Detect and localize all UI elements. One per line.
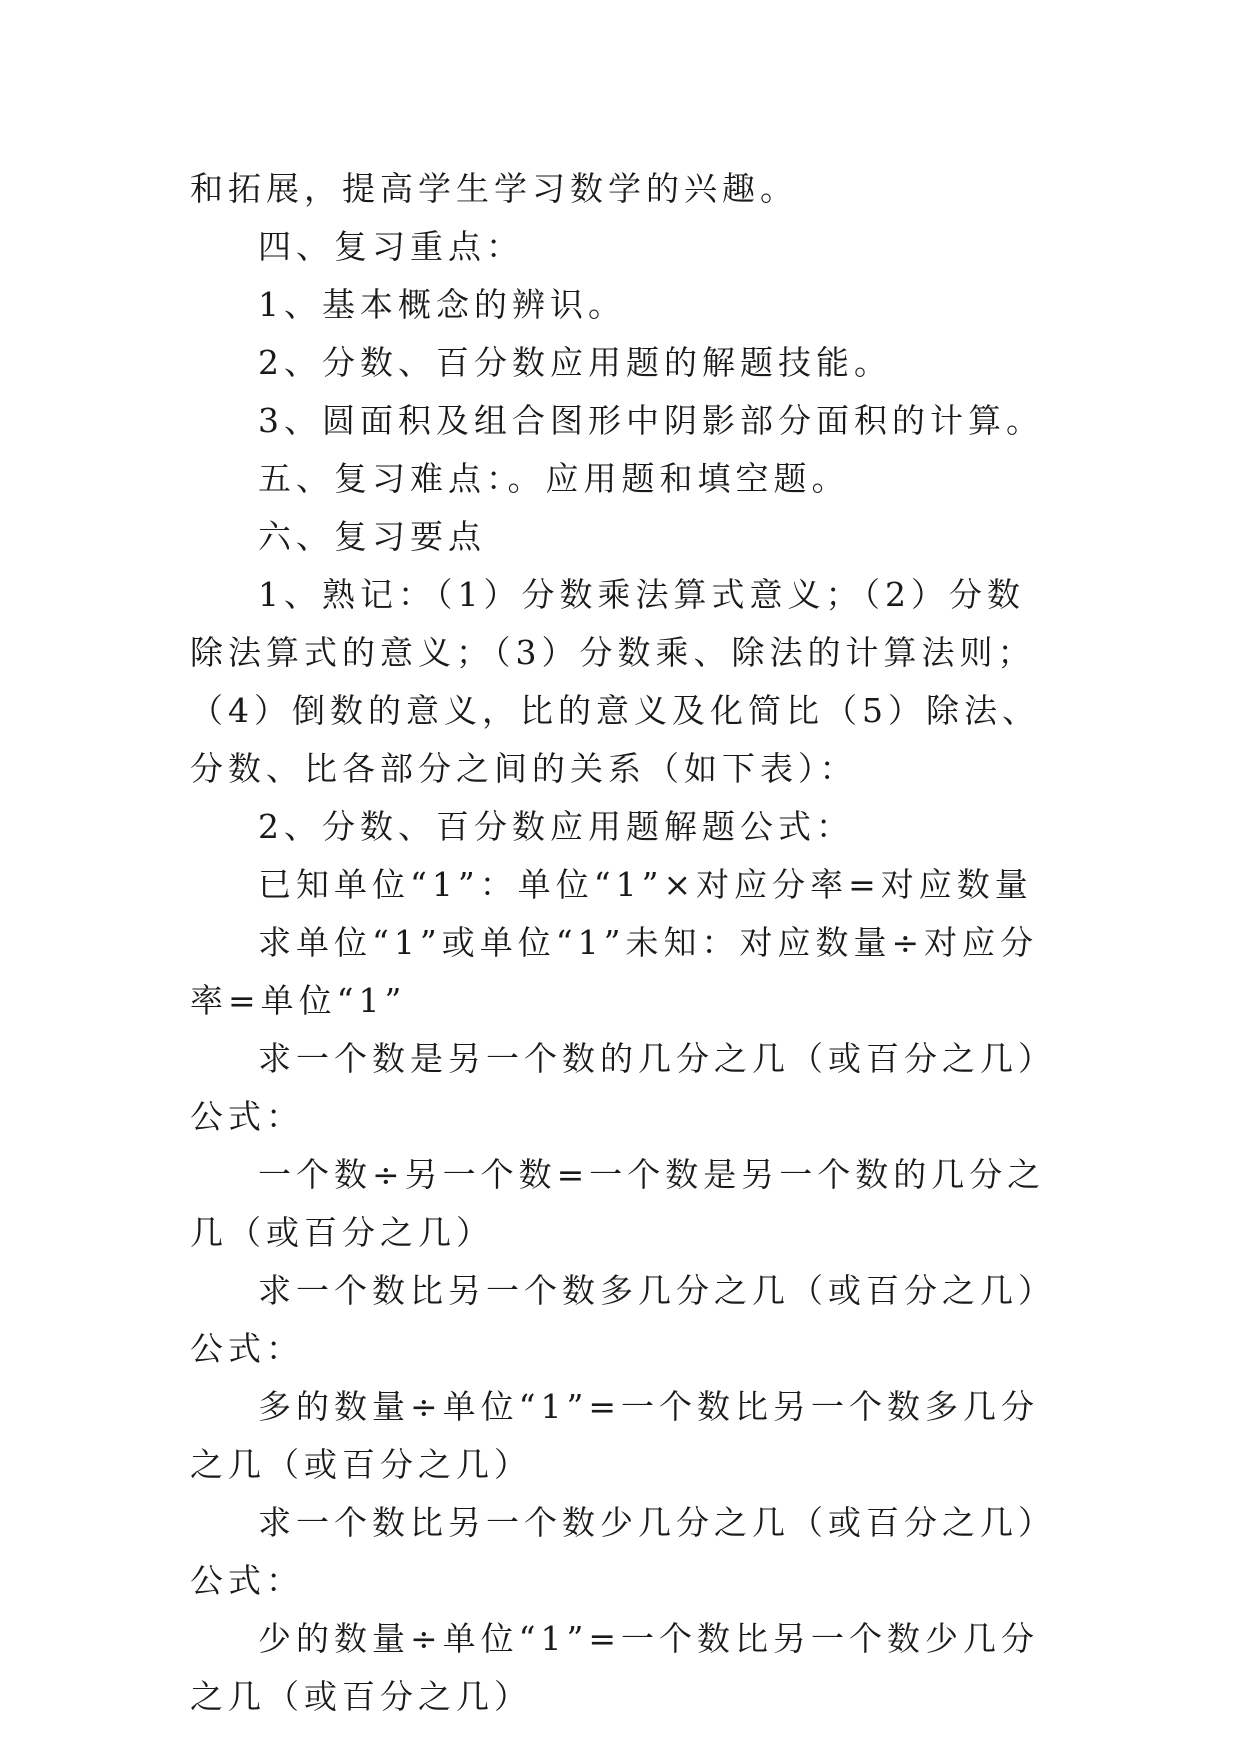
formula-line: 一个数÷另一个数=一个数是另一个数的几分之几（或百分之几）	[190, 1155, 1046, 1252]
paragraph: 和拓展，提高学生学习数学的兴趣。	[190, 169, 798, 208]
list-item: 3、圆面积及组合图形中阴影部分面积的计算。	[258, 401, 1044, 440]
formula-heading: 求一个数比另一个数少几分之几（或百分之几）公式：	[190, 1503, 1040, 1600]
section-heading-review-focus: 四、复习重点：	[258, 227, 524, 266]
formula-line: 多的数量÷单位“1”=一个数比另一个数多几分之几（或百分之几）	[190, 1387, 1040, 1484]
section-heading-review-points: 六、复习要点	[258, 517, 486, 556]
paragraph: 2、分数、百分数应用题解题公式：	[258, 807, 854, 846]
formula-heading: 求一个数比另一个数多几分之几（或百分之几）公式：	[190, 1271, 1040, 1368]
formula-line: 求单位“1”或单位“1”未知：对应数量÷对应分率=单位“1”	[190, 923, 1039, 1020]
formula-line: 少的数量÷单位“1”=一个数比另一个数少几分之几（或百分之几）	[190, 1619, 1040, 1716]
formula-line: 已知单位“1”：单位“1”×对应分率=对应数量	[258, 865, 1033, 904]
document-body	[190, 160, 1052, 1726]
paragraph: 1、熟记：（1）分数乘法算式意义；（2）分数除法算式的意义；（3）分数乘、除法的计算法则；（4）倒数的意义，比的意义及化简比（5）除法、分数、比各部分之间的关系（如下表）：	[190, 575, 1040, 788]
list-item: 1、基本概念的辨识。	[258, 285, 626, 324]
list-item: 2、分数、百分数应用题的解题技能。	[258, 343, 892, 382]
formula-heading: 求一个数是另一个数的几分之几（或百分之几）公式：	[190, 1039, 1040, 1136]
section-heading-review-difficulty: 五、复习难点：。应用题和填空题。	[258, 459, 850, 498]
